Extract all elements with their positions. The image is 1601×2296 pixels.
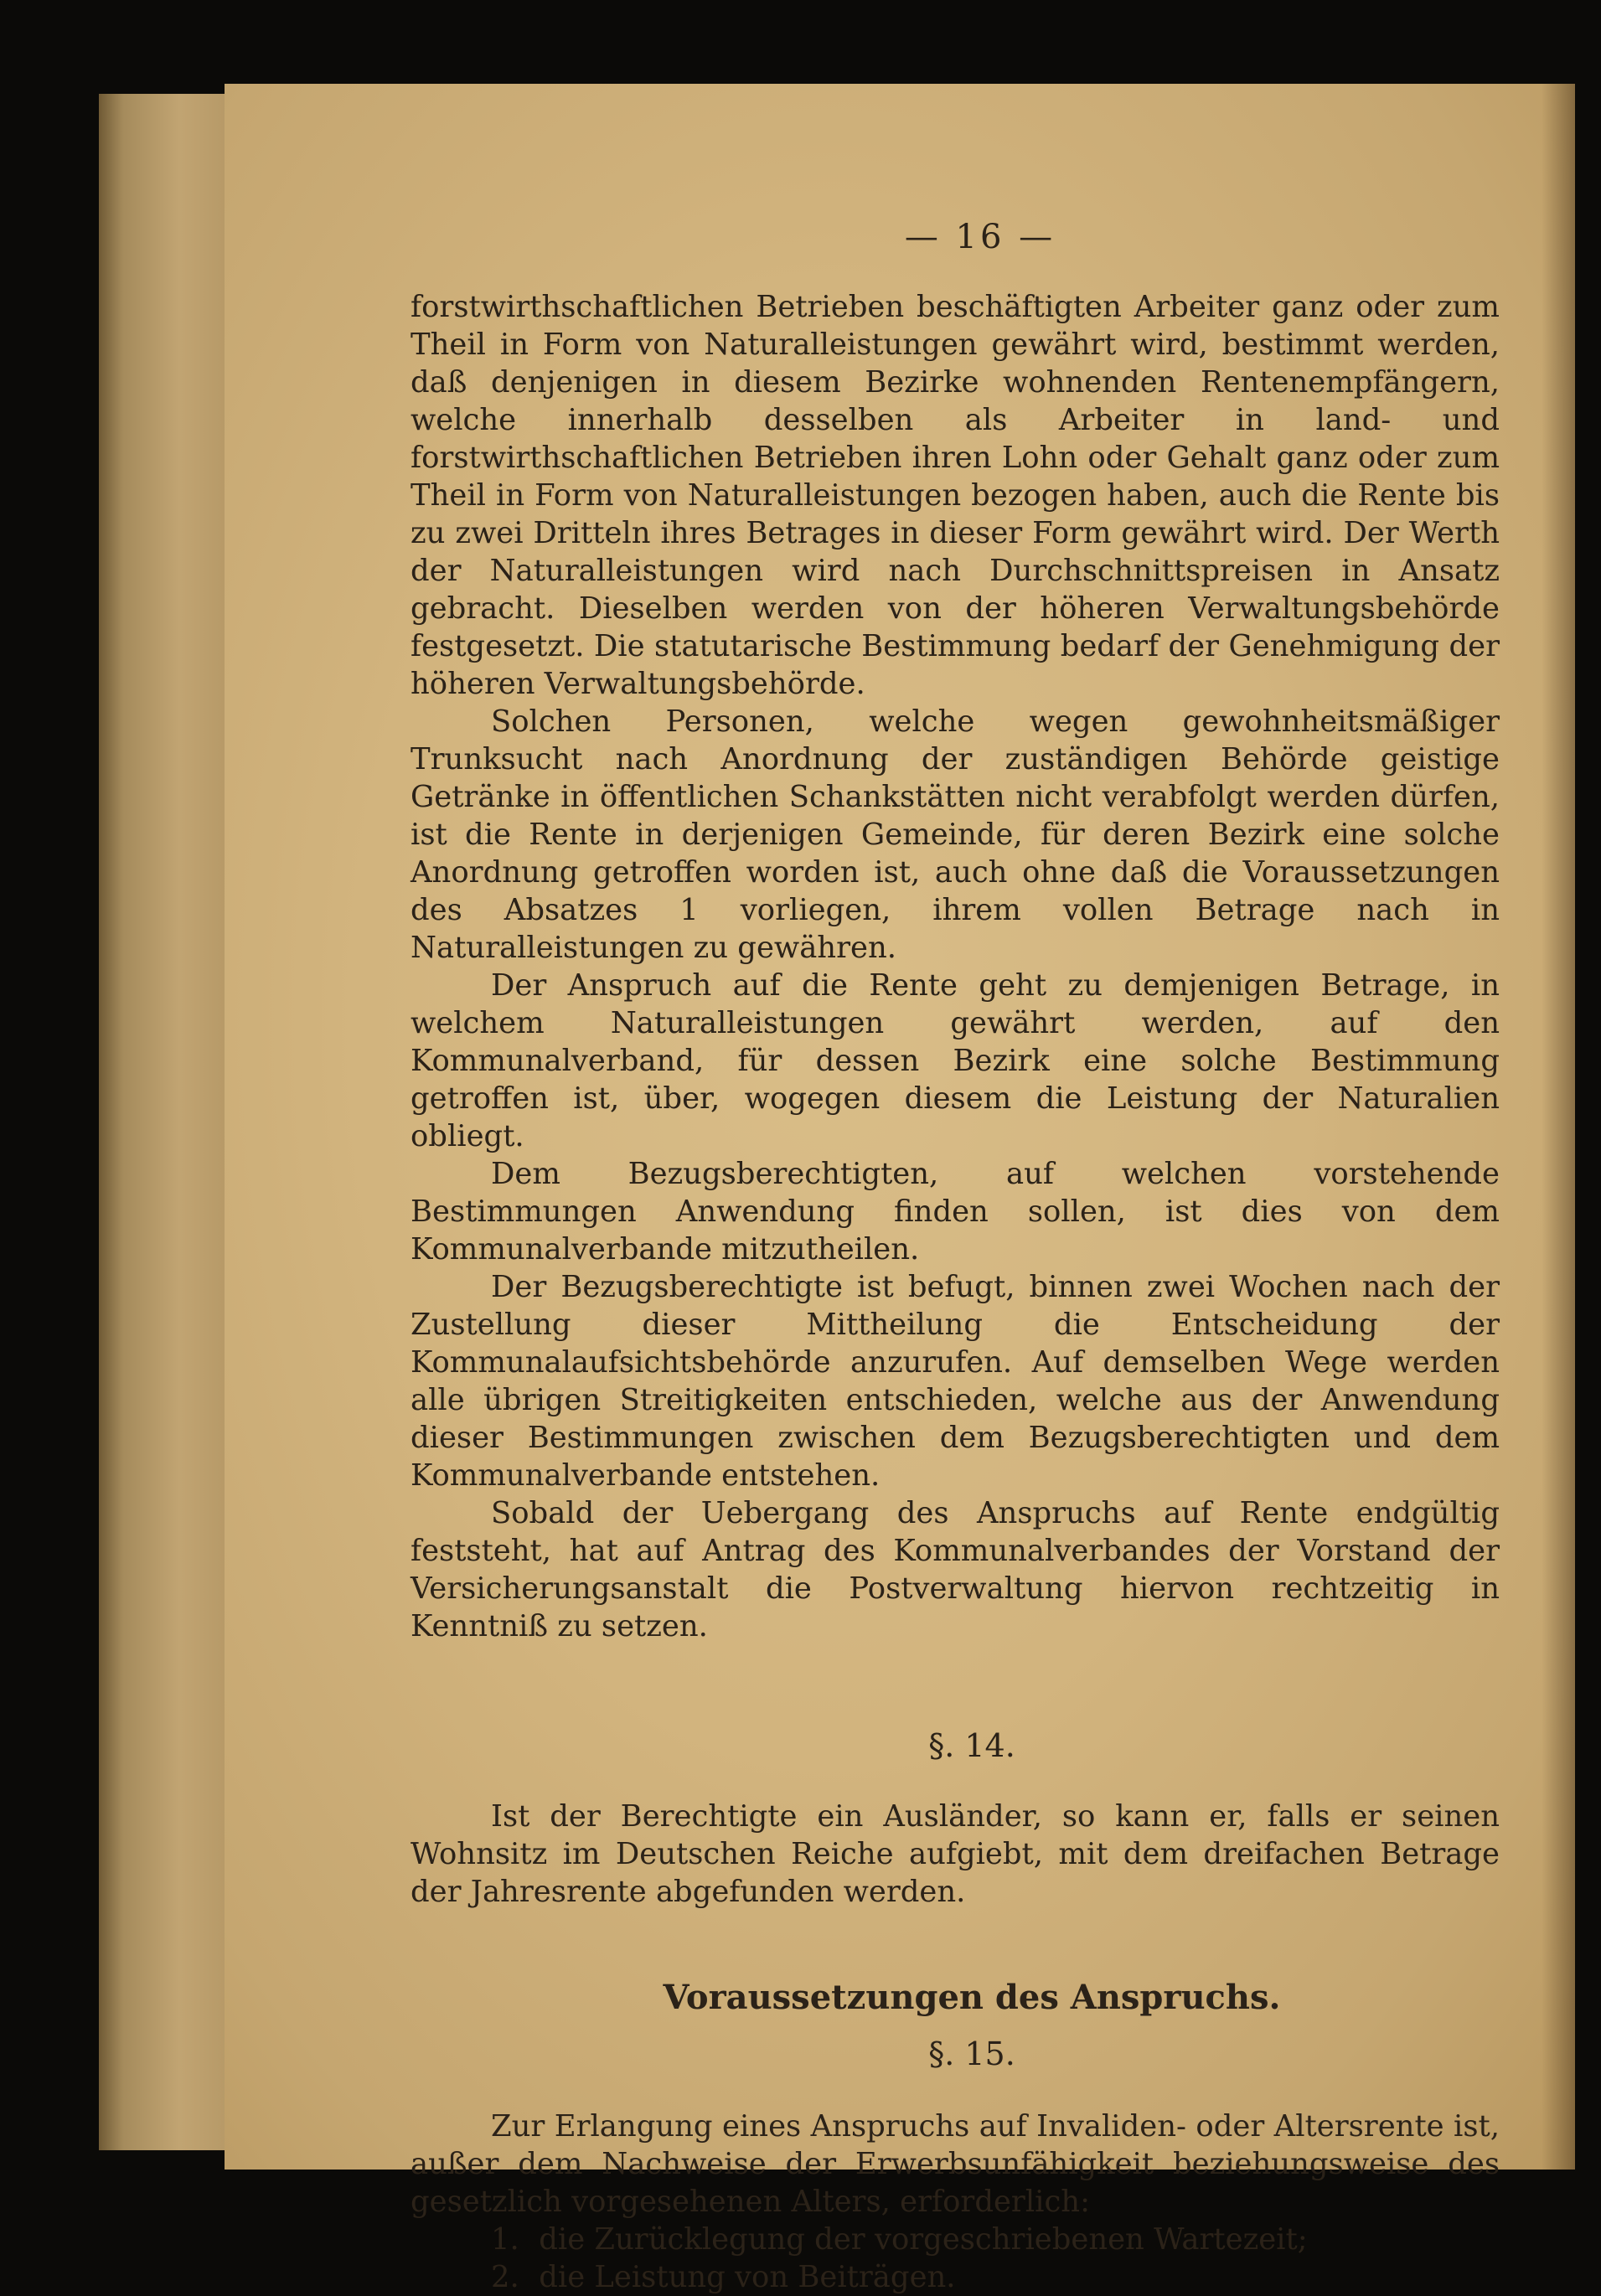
page-gutter-shadow: [1542, 84, 1575, 2170]
paragraph: Der Anspruch auf die Rente geht zu demjenigen Betrage, in welchem Naturalleistungen gewährt werden, auf den Kommunalverband, für dessen Bezirk eine solche Bestimmung getroffen ist, über, wogegen diesem die Leistung der Naturalien obliegt.: [411, 968, 1500, 1153]
page-number: — 16 —: [904, 218, 1056, 256]
section-title-15: §. 15.: [928, 2035, 1015, 2072]
paragraph: forstwirthschaftlichen Betrieben beschäftigten Arbeiter ganz oder zum Theil in Form von Naturalleistungen gewährt wird, bestimmt werden, daß denjenigen in diesem Bezirke wohnenden Rentenempfängern, welche innerhalb desselben als Arbeiter in land- und forstwirthschaftlichen Betrieben ihren Lohn oder Gehalt ganz oder zum Theil in Form von Naturalleistungen bezogen haben, auch die Rente bis zu zwei Dritteln ihres Betrages in dieser Form gewährt wird. Der Werth der Naturalleistungen wird nach Durchschnittspreisen in Ansatz gebracht. Dieselben werden von der höheren Verwaltungsbehörde festgesetzt. Die statutarische Bestimmung bedarf der Genehmigung der höheren Verwaltungsbehörde.: [411, 290, 1500, 701]
list-item-number: 1.: [491, 2222, 519, 2257]
page-edge-left: [99, 94, 233, 2150]
list-item-text: die Leistung von Beiträgen.: [539, 2260, 956, 2294]
paragraph: Der Bezugsberechtigte ist befugt, binnen zwei Wochen nach der Zustellung dieser Mittheilung die Entscheidung der Kommunalaufsichtsbehörde anzurufen. Auf demselben Wege werden alle übrigen Streitigkeiten entschieden, welche aus der Anwendung dieser Bestimmungen zwischen dem Bezugsberechtigten und dem Kommunalverbande entstehen.: [411, 1270, 1500, 1493]
section-title-14: §. 14.: [928, 1727, 1015, 1764]
section-14-text: Ist der Berechtigte ein Ausländer, so kann er, falls er seinen Wohnsitz im Deutschen Reiche aufgiebt, mit dem dreifachen Betrage der Jahresrente abgefunden werden.: [411, 1799, 1500, 1909]
paragraph: Dem Bezugsberechtigten, auf welchen vorstehende Bestimmungen Anwendung finden sollen, ist dies von dem Kommunalverbande mitzutheilen.: [411, 1157, 1500, 1267]
list-item-text: die Zurücklegung der vorgeschriebenen Wartezeit;: [539, 2222, 1308, 2257]
chapter-heading: Voraussetzungen des Anspruchs.: [663, 1978, 1281, 2017]
paragraph: Sobald der Uebergang des Anspruchs auf Rente endgültig feststeht, hat auf Antrag des Kommunalverbandes der Vorstand der Versicherungsanstalt die Postverwaltung hiervon rechtzeitig in Kenntniß zu setzen.: [411, 1496, 1500, 1643]
requirements-list: [411, 2221, 1500, 2296]
list-item: [411, 2258, 1500, 2296]
paragraph: Solchen Personen, welche wegen gewohnheitsmäßiger Trunksucht nach Anordnung der zuständigen Behörde geistige Getränke in öffentlichen Schankstätten nicht verabfolgt werden dürfen, ist die Rente in derjenigen Gemeinde, für deren Bezirk eine solche Anordnung getroffen worden ist, auch ohne daß die Voraussetzungen des Absatzes 1 vorliegen, ihrem vollen Betrage nach in Naturalleistungen zu gewähren.: [411, 704, 1500, 965]
page-text: [411, 218, 1500, 2296]
book-page: [225, 84, 1575, 2294]
list-item: [411, 2221, 1500, 2258]
section-15-text: Zur Erlangung eines Anspruchs auf Invaliden- oder Altersrente ist, außer dem Nachweise der Erwerbsunfähigkeit beziehungsweise des gesetzlich vorgesehenen Alters, erforderlich:: [411, 2109, 1500, 2219]
list-item-number: 2.: [491, 2260, 519, 2294]
